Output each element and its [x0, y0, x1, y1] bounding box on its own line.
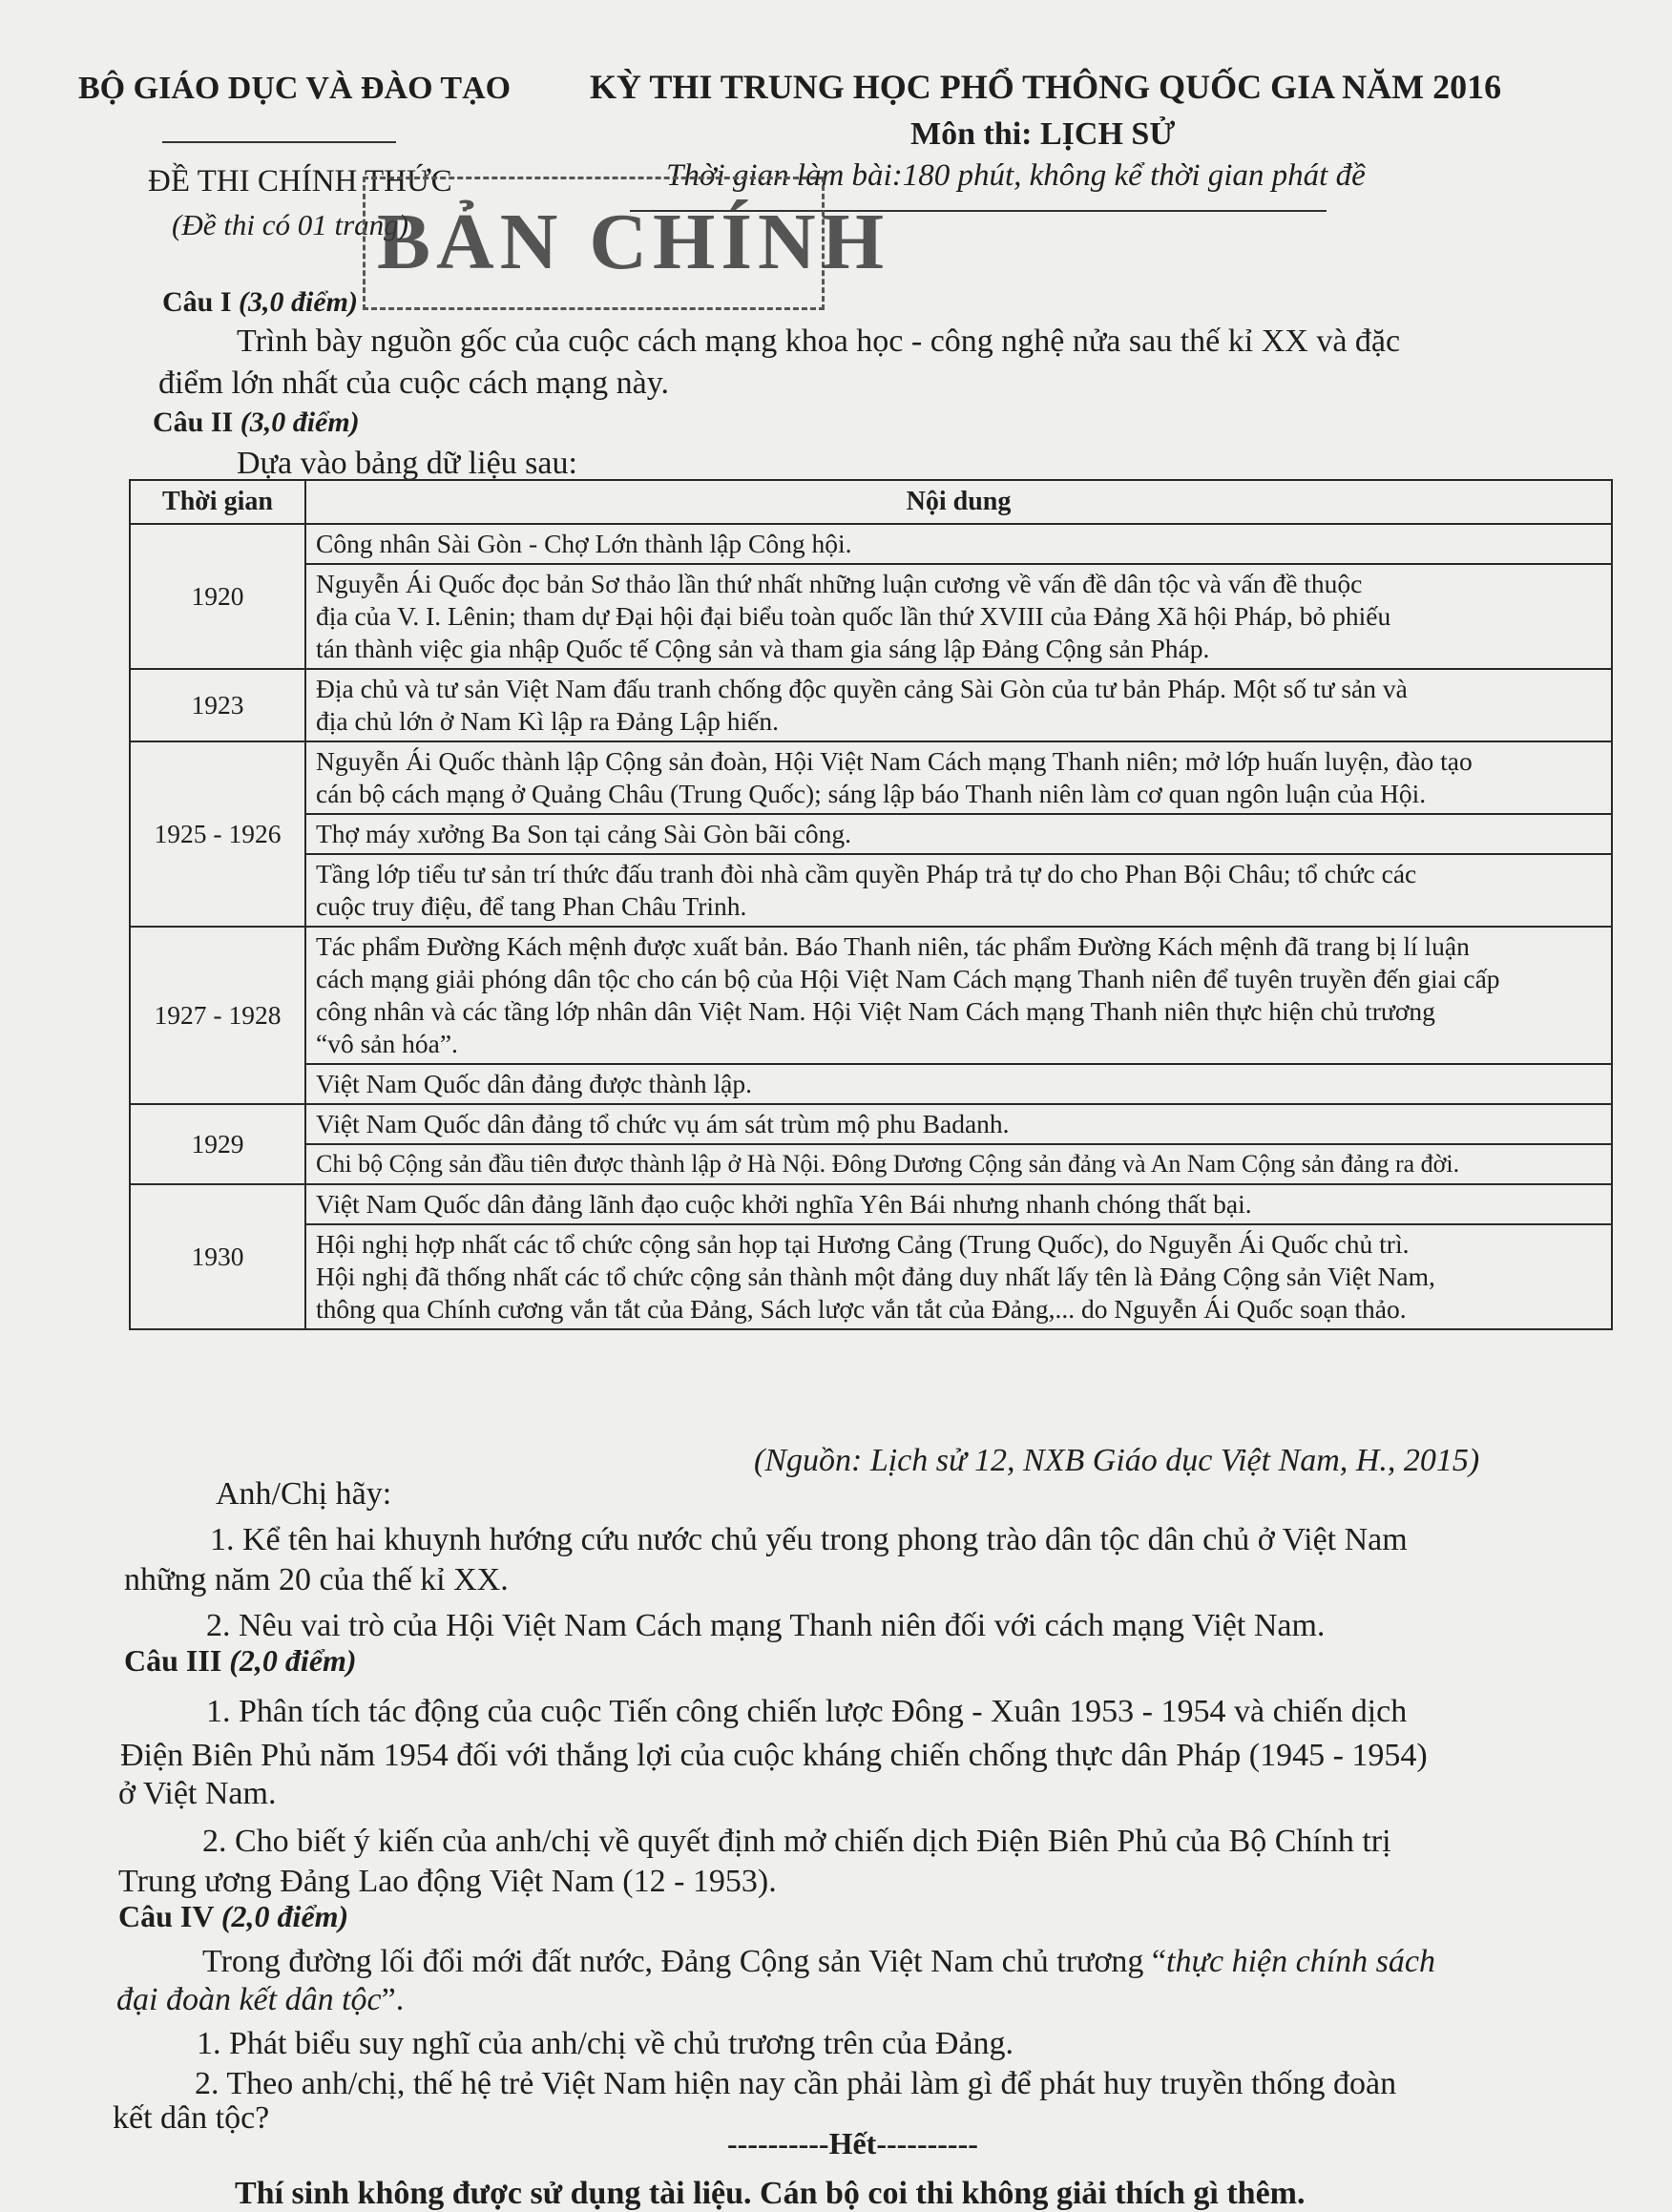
content-line: tán thành việc gia nhập Quốc tế Cộng sản và tham gia sáng lập Đảng Cộng sản Pháp.	[316, 634, 1210, 663]
content-line: Hội nghị hợp nhất các tổ chức cộng sản họp tại Hương Cảng (Trung Quốc), do Nguyễn Ái Quốc chủ trì.	[316, 1229, 1410, 1259]
table-row	[130, 524, 1612, 564]
column-header-content: Nội dung	[305, 480, 1612, 524]
end-marker: ----------Hết----------	[727, 2126, 978, 2160]
content-cell	[305, 927, 1612, 1064]
content-cell	[305, 814, 1612, 854]
official-label: ĐỀ THI CHÍNH THỨC	[148, 164, 452, 198]
table-row	[130, 741, 1612, 814]
question-2-intro: Dựa vào bảng dữ liệu sau:	[237, 446, 577, 481]
candidate-note: Thí sinh không được sử dụng tài liệu. Cán bộ coi thi không giải thích gì thêm.	[235, 2176, 1306, 2211]
question-3-points: (2,0 điểm)	[229, 1643, 357, 1678]
question-3-heading	[124, 1643, 357, 1679]
content-line: “vô sản hóa”.	[316, 1029, 458, 1058]
content-line: Việt Nam Quốc dân đảng được thành lập.	[316, 1069, 752, 1098]
question-1-heading	[162, 286, 358, 319]
content-line: Chi bộ Cộng sản đầu tiên được thành lập ở Hà Nội. Đông Dương Cộng sản đảng và An Nam Cộng sản đảng ra đời.	[316, 1150, 1460, 1178]
question-4-intro-end: ”.	[381, 1982, 405, 2017]
ministry-name: BỘ GIÁO DỤC VÀ ĐÀO TẠO	[78, 71, 512, 106]
content-line: Tác phẩm Đường Kách mệnh được xuất bản. Báo Thanh niên, tác phẩm Đường Kách mệnh đã trang bị lí luận	[316, 931, 1470, 961]
exam-subject: Môn thi: LỊCH SỬ	[910, 116, 1176, 152]
content-line: Thợ máy xưởng Ba Son tại cảng Sài Gòn bãi công.	[316, 819, 852, 848]
question-4-intro-line-2	[116, 1977, 404, 2023]
content-line: Địa chủ và tư sản Việt Nam đấu tranh chống độc quyền cảng Sài Gòn của tư bản Pháp. Một số tư sản và	[316, 674, 1408, 703]
question-2-label: Câu II	[153, 407, 234, 438]
question-3-item-1-line-3: ở Việt Nam.	[118, 1776, 277, 1811]
content-cell	[305, 1064, 1612, 1104]
question-3-item-2-line-1: 2. Cho biết ý kiến của anh/chị về quyết định mở chiến dịch Điện Biên Phủ của Bộ Chính trị	[202, 1824, 1391, 1859]
time-cell: 1925 - 1926	[130, 741, 305, 927]
content-line: cách mạng giải phóng dân tộc cho cán bộ của Hội Việt Nam Cách mạng Thanh niên để tuyên truyền đến giai cấp	[316, 964, 1500, 993]
table-row	[130, 814, 1612, 854]
time-cell: 1920	[130, 524, 305, 669]
exam-time: Thời gian làm bài:180 phút, không kể thời gian phát đề	[666, 158, 1366, 193]
table-row	[130, 1144, 1612, 1184]
question-2-item-1-line-2: những năm 20 của thế kỉ XX.	[124, 1562, 509, 1597]
content-line: cuộc truy điệu, để tang Phan Châu Trinh.	[316, 891, 747, 921]
content-line: Công nhân Sài Gòn - Chợ Lớn thành lập Công hội.	[316, 529, 852, 558]
question-1-line-1: Trình bày nguồn gốc của cuộc cách mạng khoa học - công nghệ nửa sau thế kỉ XX và đặc	[237, 323, 1401, 359]
question-4-heading	[118, 1899, 348, 1934]
question-4-item-2-line-1: 2. Theo anh/chị, thế hệ trẻ Việt Nam hiện nay cần phải làm gì để phát huy truyền thống đoàn	[195, 2066, 1397, 2101]
table-row	[130, 669, 1612, 741]
content-cell	[305, 669, 1612, 741]
time-cell: 1927 - 1928	[130, 927, 305, 1104]
ministry-underline	[162, 141, 396, 143]
question-2-ask: Anh/Chị hãy:	[216, 1476, 392, 1512]
question-4-item-1: 1. Phát biểu suy nghĩ của anh/chị về chủ trương trên của Đảng.	[197, 2026, 1014, 2061]
content-line: Nguyễn Ái Quốc thành lập Cộng sản đoàn, Hội Việt Nam Cách mạng Thanh niên; mở lớp huấn luyện, đào tạo	[316, 746, 1473, 776]
question-4-points: (2,0 điểm)	[220, 1899, 349, 1933]
question-2-points: (3,0 điểm)	[240, 407, 360, 438]
content-cell	[305, 524, 1612, 564]
history-data-table	[129, 479, 1613, 1330]
question-4-intro-quote-2: đại đoàn kết dân tộc	[116, 1982, 382, 2017]
exam-title: KỲ THI TRUNG HỌC PHỔ THÔNG QUỐC GIA NĂM 2016	[590, 68, 1502, 106]
table-row	[130, 1224, 1612, 1329]
table-row	[130, 1184, 1612, 1224]
question-1-points: (3,0 điểm)	[239, 286, 358, 318]
table-row	[130, 854, 1612, 927]
content-cell	[305, 1184, 1612, 1224]
question-4-item-2-line-2: kết dân tộc?	[113, 2100, 270, 2136]
question-3-item-1-line-1: 1. Phân tích tác động của cuộc Tiến công chiến lược Đông - Xuân 1953 - 1954 và chiến dịch	[206, 1694, 1408, 1729]
table-row	[130, 1104, 1612, 1144]
question-1-line-2: điểm lớn nhất của cuộc cách mạng này.	[158, 365, 670, 401]
question-4-label: Câu IV	[118, 1899, 214, 1933]
time-cell: 1929	[130, 1104, 305, 1184]
content-line: cán bộ cách mạng ở Quảng Châu (Trung Quốc); sáng lập báo Thanh niên làm cơ quan ngôn luận của Hội.	[316, 779, 1427, 808]
content-line: địa chủ lớn ở Nam Kì lập ra Đảng Lập hiến.	[316, 706, 779, 736]
content-cell	[305, 741, 1612, 814]
table-row	[130, 927, 1612, 1064]
question-2-heading	[153, 407, 360, 439]
table-source: (Nguồn: Lịch sử 12, NXB Giáo dục Việt Nam, H., 2015)	[754, 1443, 1480, 1478]
content-cell	[305, 1144, 1612, 1184]
question-2-item-1-line-1: 1. Kể tên hai khuynh hướng cứu nước chủ yếu trong phong trào dân tộc dân chủ ở Việt Nam	[210, 1522, 1408, 1557]
table-row	[130, 564, 1612, 669]
question-3-label: Câu III	[124, 1643, 222, 1678]
content-line: thông qua Chính cương vắn tắt của Đảng, Sách lược vắn tắt của Đảng,... do Nguyễn Ái Quốc soạn thảo.	[316, 1294, 1407, 1324]
question-3-item-2-line-2: Trung ương Đảng Lao động Việt Nam (12 - 1953).	[118, 1864, 777, 1899]
official-stamp: BẢN CHÍNH	[377, 198, 890, 286]
content-cell	[305, 1224, 1612, 1329]
question-4-intro-text: Trong đường lối đổi mới đất nước, Đảng Cộng sản Việt Nam chủ trương “	[202, 1944, 1167, 1979]
question-2-item-2: 2. Nêu vai trò của Hội Việt Nam Cách mạng Thanh niên đối với cách mạng Việt Nam.	[206, 1608, 1326, 1643]
page-count: (Đề thi có 01 trang)	[172, 208, 408, 241]
content-cell	[305, 1104, 1612, 1144]
question-3-item-1-line-2: Điện Biên Phủ năm 1954 đối với thắng lợi của cuộc kháng chiến chống thực dân Pháp (1945 - 1954)	[120, 1738, 1428, 1773]
question-4-intro-quote-1: thực hiện chính sách	[1166, 1944, 1436, 1979]
content-line: Nguyễn Ái Quốc đọc bản Sơ thảo lần thứ nhất những luận cương về vấn đề dân tộc và vấn đề thuộc	[316, 569, 1363, 598]
table-row	[130, 1064, 1612, 1104]
content-line: Việt Nam Quốc dân đảng lãnh đạo cuộc khởi nghĩa Yên Bái nhưng nhanh chóng thất bại.	[316, 1189, 1252, 1219]
content-line: Hội nghị đã thống nhất các tổ chức cộng sản thành một đảng duy nhất lấy tên là Đảng Cộng sản Việt Nam,	[316, 1262, 1435, 1291]
time-cell: 1923	[130, 669, 305, 741]
time-cell: 1930	[130, 1184, 305, 1329]
column-header-time: Thời gian	[130, 480, 305, 524]
content-cell	[305, 564, 1612, 669]
content-line: công nhân và các tầng lớp nhân dân Việt Nam. Hội Việt Nam Cách mạng Thanh niên thực hiện chủ trương	[316, 996, 1435, 1026]
content-line: Tầng lớp tiểu tư sản trí thức đấu tranh đòi nhà cầm quyền Pháp trả tự do cho Phan Bội Châu; tổ chức các	[316, 859, 1417, 888]
table-header-row	[130, 480, 1612, 524]
content-line: địa của V. I. Lênin; tham dự Đại hội đại biểu toàn quốc lần thứ XVIII của Đảng Xã hội Pháp, bỏ phiếu	[316, 601, 1391, 631]
question-1-label: Câu I	[162, 286, 232, 318]
content-line: Việt Nam Quốc dân đảng tổ chức vụ ám sát trùm mộ phu Badanh.	[316, 1109, 1010, 1138]
content-cell	[305, 854, 1612, 927]
